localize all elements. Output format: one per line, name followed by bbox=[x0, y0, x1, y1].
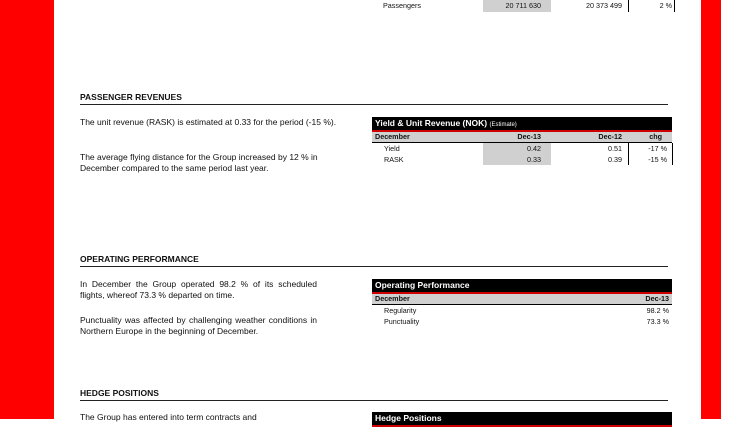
rask-row-label: RASK bbox=[384, 155, 404, 164]
regularity-value: 98.2 % bbox=[646, 306, 669, 315]
yield-row-chg: -17 % bbox=[630, 143, 673, 154]
left-red-margin-bar bbox=[0, 0, 54, 419]
yield-table-title-text: Yield & Unit Revenue (NOK) bbox=[375, 118, 488, 128]
operating-performance-paragraph-2: Punctuality was affected by challenging weather conditions in Northern Europe in the beginning of December. bbox=[80, 315, 317, 336]
rask-row-chg: -15 % bbox=[630, 154, 673, 165]
punctuality-label: Punctuality bbox=[384, 317, 420, 326]
operating-table-title: Operating Performance bbox=[372, 279, 672, 294]
hedge-table-title: Hedge Positions bbox=[372, 412, 672, 427]
operating-table-header-row bbox=[372, 294, 672, 305]
passenger-revenues-paragraph-1: The unit revenue (RASK) is estimated at 0.33 for the period (-15 %). bbox=[80, 117, 337, 127]
passenger-revenues-paragraph-2: The average flying distance for the Group increased by 12 % in December compared to the same period last year. bbox=[80, 152, 318, 173]
passengers-row bbox=[380, 0, 675, 12]
passengers-dec13: 20 711 630 bbox=[483, 0, 551, 12]
yield-header-december: December bbox=[375, 132, 410, 141]
passengers-label: Passengers bbox=[383, 1, 421, 10]
operating-header-dec13: Dec-13 bbox=[645, 294, 669, 303]
right-red-margin-bar bbox=[701, 0, 721, 419]
passengers-chg: 2 % bbox=[630, 0, 675, 12]
yield-unit-revenue-table bbox=[372, 117, 672, 165]
operating-performance-paragraph-1: In December the Group operated 98.2 % of its scheduled flights, whereof 73.3 % departed on time. bbox=[80, 279, 317, 300]
table-row bbox=[372, 316, 672, 327]
operating-performance-table bbox=[372, 279, 672, 327]
operating-header-december: December bbox=[375, 294, 410, 303]
section-heading-passenger-revenues: PASSENGER REVENUES bbox=[80, 92, 668, 105]
yield-table-title-note: (Estimate) bbox=[489, 122, 517, 128]
section-heading-operating-performance: OPERATING PERFORMANCE bbox=[80, 254, 668, 267]
hedge-positions-table bbox=[372, 412, 672, 427]
yield-row-dec13: 0.42 bbox=[483, 143, 551, 154]
yield-row-label: Yield bbox=[384, 144, 400, 153]
regularity-label: Regularity bbox=[384, 306, 417, 315]
section-heading-hedge-positions: HEDGE POSITIONS bbox=[80, 388, 668, 401]
yield-table-title bbox=[372, 117, 672, 132]
table-row bbox=[372, 143, 672, 154]
yield-header-dec13: Dec-13 bbox=[517, 132, 541, 141]
yield-row-dec12: 0.51 bbox=[551, 143, 629, 154]
rask-row-dec13: 0.33 bbox=[483, 154, 551, 165]
table-row bbox=[372, 154, 672, 165]
table-row bbox=[372, 305, 672, 316]
yield-header-dec12: Dec-12 bbox=[598, 132, 622, 141]
passengers-dec12: 20 373 499 bbox=[551, 0, 629, 12]
punctuality-value: 73.3 % bbox=[646, 317, 669, 326]
rask-row-dec12: 0.39 bbox=[551, 154, 629, 165]
yield-header-chg: chg bbox=[649, 132, 662, 141]
hedge-positions-paragraph-1: The Group has entered into term contracts and bbox=[80, 412, 257, 422]
yield-table-header-row bbox=[372, 132, 672, 143]
